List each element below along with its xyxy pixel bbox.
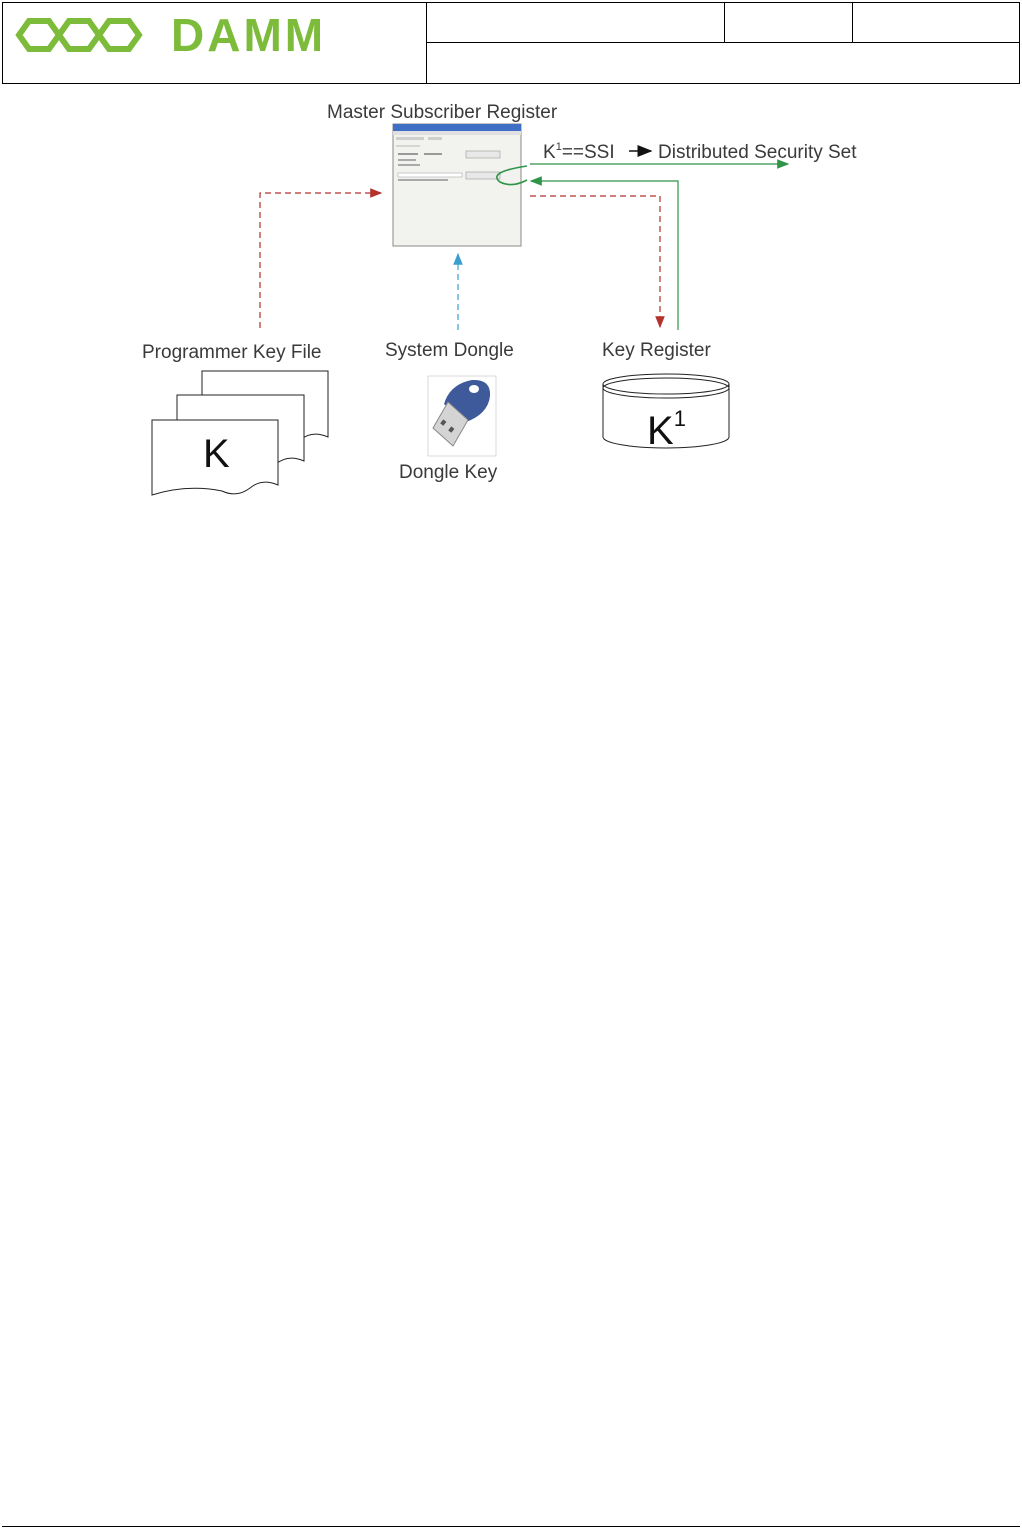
system-dongle-label: System Dongle bbox=[385, 340, 514, 361]
programmer-key-file-label: Programmer Key File bbox=[142, 342, 322, 363]
master-register-label: Master Subscriber Register bbox=[327, 102, 558, 123]
usb-dongle-icon bbox=[428, 376, 496, 456]
damm-logo bbox=[3, 3, 427, 85]
page-header bbox=[2, 2, 1020, 84]
red-key-register-arrow bbox=[530, 196, 660, 327]
green-return-arrow bbox=[531, 181, 678, 330]
header-cell-page bbox=[853, 3, 1019, 43]
hexagon-chain-icon bbox=[19, 21, 139, 49]
logo-cell bbox=[3, 3, 427, 83]
red-programmer-arrow bbox=[260, 193, 381, 328]
footer-rule bbox=[2, 1526, 1020, 1527]
dongle-key-label: Dongle Key bbox=[399, 462, 498, 483]
distributed-security-label: Distributed Security Set bbox=[658, 142, 857, 163]
key-files-icon bbox=[152, 371, 328, 495]
header-cell-doc bbox=[725, 3, 853, 43]
ssi-formula: $K^1==SSI$ bbox=[543, 141, 615, 163]
app-window-thumbnail bbox=[393, 124, 527, 246]
header-cell-subtitle bbox=[427, 43, 1019, 83]
key-register-label: Key Register bbox=[602, 340, 711, 361]
header-cell-title bbox=[427, 3, 725, 43]
logo-text: DAMM bbox=[171, 9, 327, 61]
security-diagram bbox=[0, 90, 1022, 520]
register-letter: $K^1$ bbox=[647, 406, 686, 453]
key-file-letter: K bbox=[203, 432, 230, 476]
